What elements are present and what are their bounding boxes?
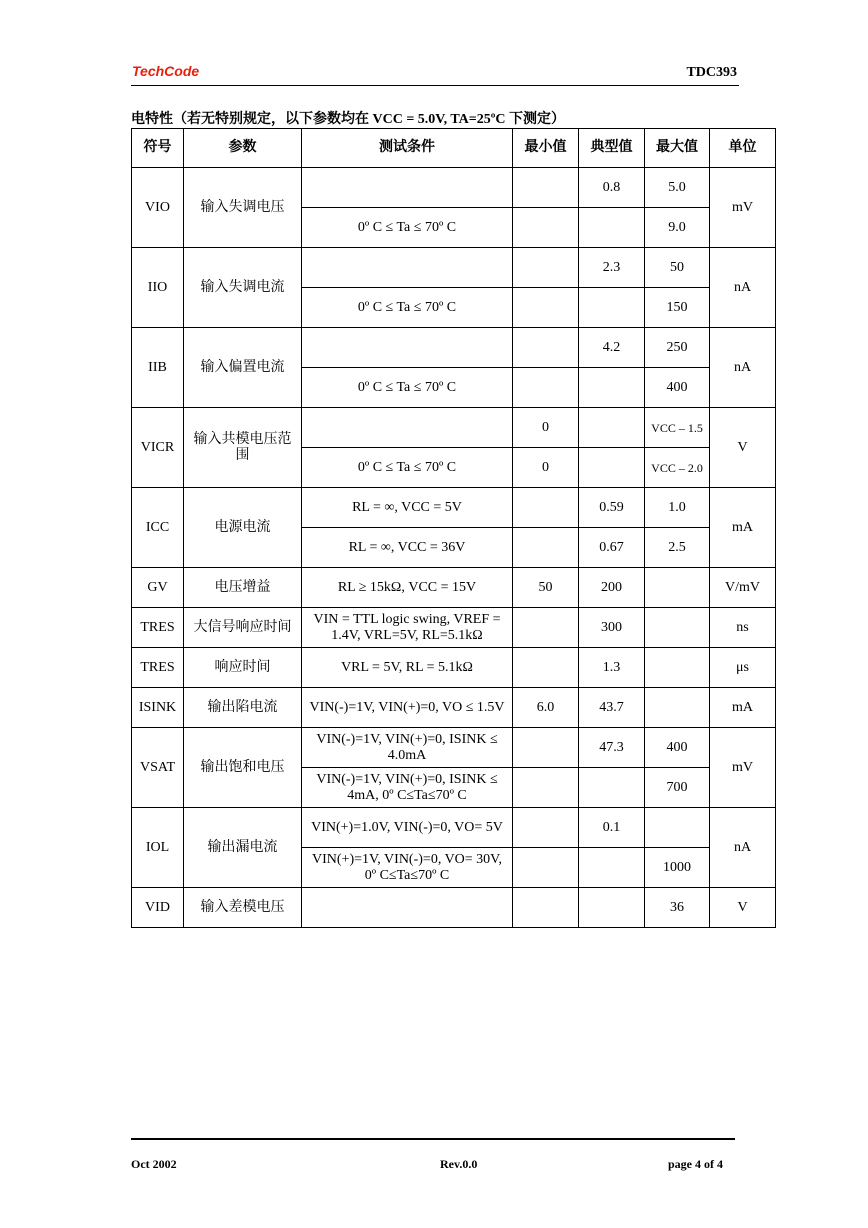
parameter-cell: 输入共模电压范围 — [184, 408, 302, 488]
table-caption: 电特性（若无特别规定，以下参数均在 VCC = 5.0V, TA=25ºC 下测定） — [131, 112, 565, 127]
typ-cell — [579, 768, 645, 808]
condition-cell: VIN(-)=1V, VIN(+)=0, ISINK ≤ 4.0mA — [302, 728, 513, 768]
max-cell — [645, 648, 710, 688]
unit-cell: V/mV — [710, 568, 776, 608]
min-cell — [513, 848, 579, 888]
col-header-min: 最小值 — [513, 129, 579, 168]
symbol-cell: VSAT — [132, 728, 184, 808]
table-row — [132, 688, 776, 728]
typ-cell: 4.2 — [579, 328, 645, 368]
condition-cell: 0º C ≤ Ta ≤ 70º C — [302, 208, 513, 248]
min-cell — [513, 648, 579, 688]
parameter-cell: 输出陷电流 — [184, 688, 302, 728]
condition-cell: VRL = 5V, RL = 5.1kΩ — [302, 648, 513, 688]
table-row — [132, 328, 776, 368]
parameter-cell: 输出饱和电压 — [184, 728, 302, 808]
typ-cell: 300 — [579, 608, 645, 648]
typ-cell — [579, 288, 645, 328]
max-cell: 9.0 — [645, 208, 710, 248]
condition-cell: RL ≥ 15kΩ, VCC = 15V — [302, 568, 513, 608]
typ-cell: 0.8 — [579, 168, 645, 208]
col-header-parameter: 参数 — [184, 129, 302, 168]
col-header-condition: 测试条件 — [302, 129, 513, 168]
min-cell — [513, 328, 579, 368]
table-row — [132, 728, 776, 768]
max-cell: 150 — [645, 288, 710, 328]
col-header-typ: 典型值 — [579, 129, 645, 168]
typ-cell: 1.3 — [579, 648, 645, 688]
max-cell: 50 — [645, 248, 710, 288]
table-row — [132, 568, 776, 608]
min-cell — [513, 168, 579, 208]
condition-cell: VIN(+)=1.0V, VIN(-)=0, VO= 5V — [302, 808, 513, 848]
typ-cell: 47.3 — [579, 728, 645, 768]
symbol-cell: VIO — [132, 168, 184, 248]
condition-cell — [302, 888, 513, 928]
max-cell: 36 — [645, 888, 710, 928]
unit-cell: V — [710, 888, 776, 928]
max-cell — [645, 608, 710, 648]
typ-cell — [579, 848, 645, 888]
typ-cell — [579, 208, 645, 248]
condition-cell: RL = ∞, VCC = 5V — [302, 488, 513, 528]
parameter-cell: 电源电流 — [184, 488, 302, 568]
typ-cell: 0.59 — [579, 488, 645, 528]
unit-cell: ns — [710, 608, 776, 648]
footer-revision: Rev.0.0 — [440, 1157, 478, 1171]
part-number: TDC393 — [686, 65, 737, 80]
min-cell — [513, 528, 579, 568]
unit-cell: mV — [710, 728, 776, 808]
condition-cell: VIN = TTL logic swing, VREF = 1.4V, VRL=5V, RL=5.1kΩ — [302, 608, 513, 648]
table-row — [132, 808, 776, 848]
condition-cell: VIN(-)=1V, VIN(+)=0, VO ≤ 1.5V — [302, 688, 513, 728]
max-cell — [645, 568, 710, 608]
min-cell — [513, 608, 579, 648]
typ-cell — [579, 408, 645, 448]
min-cell — [513, 488, 579, 528]
min-cell — [513, 808, 579, 848]
min-cell — [513, 368, 579, 408]
table-row — [132, 888, 776, 928]
symbol-cell: IIO — [132, 248, 184, 328]
parameter-cell: 输入差模电压 — [184, 888, 302, 928]
max-cell: 1000 — [645, 848, 710, 888]
col-header-symbol: 符号 — [132, 129, 184, 168]
symbol-cell: ISINK — [132, 688, 184, 728]
condition-cell — [302, 248, 513, 288]
unit-cell: μs — [710, 648, 776, 688]
max-cell: VCC – 1.5 — [645, 408, 710, 448]
condition-cell: VIN(+)=1V, VIN(-)=0, VO= 30V, 0º C≤Ta≤70º C — [302, 848, 513, 888]
company-logo: TechCode — [132, 63, 200, 79]
min-cell — [513, 288, 579, 328]
max-cell: 5.0 — [645, 168, 710, 208]
min-cell — [513, 248, 579, 288]
symbol-cell: VID — [132, 888, 184, 928]
condition-cell: VIN(-)=1V, VIN(+)=0, ISINK ≤ 4mA, 0º C≤Ta≤70º C — [302, 768, 513, 808]
max-cell: 250 — [645, 328, 710, 368]
condition-cell: RL = ∞, VCC = 36V — [302, 528, 513, 568]
symbol-cell: VICR — [132, 408, 184, 488]
condition-cell: 0º C ≤ Ta ≤ 70º C — [302, 368, 513, 408]
footer-page-number: page 4 of 4 — [668, 1157, 723, 1171]
condition-cell: 0º C ≤ Ta ≤ 70º C — [302, 288, 513, 328]
symbol-cell: TRES — [132, 608, 184, 648]
unit-cell: nA — [710, 808, 776, 888]
max-cell: 700 — [645, 768, 710, 808]
min-cell: 6.0 — [513, 688, 579, 728]
typ-cell — [579, 448, 645, 488]
unit-cell: mV — [710, 168, 776, 248]
unit-cell: nA — [710, 248, 776, 328]
min-cell — [513, 768, 579, 808]
max-cell: 1.0 — [645, 488, 710, 528]
parameter-cell: 输入偏置电流 — [184, 328, 302, 408]
table-header-row — [132, 129, 776, 168]
typ-cell: 0.67 — [579, 528, 645, 568]
unit-cell: mA — [710, 488, 776, 568]
max-cell — [645, 688, 710, 728]
parameter-cell: 电压增益 — [184, 568, 302, 608]
typ-cell: 200 — [579, 568, 645, 608]
condition-cell: 0º C ≤ Ta ≤ 70º C — [302, 448, 513, 488]
parameter-cell: 大信号响应时间 — [184, 608, 302, 648]
symbol-cell: IOL — [132, 808, 184, 888]
table-row — [132, 248, 776, 288]
min-cell — [513, 208, 579, 248]
electrical-characteristics-table — [131, 128, 776, 928]
max-cell: 400 — [645, 728, 710, 768]
col-header-max: 最大值 — [645, 129, 710, 168]
typ-cell — [579, 888, 645, 928]
parameter-cell: 响应时间 — [184, 648, 302, 688]
col-header-unit: 单位 — [710, 129, 776, 168]
unit-cell: mA — [710, 688, 776, 728]
condition-cell — [302, 328, 513, 368]
symbol-cell: GV — [132, 568, 184, 608]
parameter-cell: 输入失调电压 — [184, 168, 302, 248]
min-cell — [513, 888, 579, 928]
header-divider — [131, 85, 739, 86]
max-cell — [645, 808, 710, 848]
unit-cell: V — [710, 408, 776, 488]
unit-cell: nA — [710, 328, 776, 408]
typ-cell — [579, 368, 645, 408]
footer-date: Oct 2002 — [131, 1157, 177, 1171]
typ-cell: 2.3 — [579, 248, 645, 288]
min-cell — [513, 728, 579, 768]
typ-cell: 43.7 — [579, 688, 645, 728]
parameter-cell: 输入失调电流 — [184, 248, 302, 328]
condition-cell — [302, 168, 513, 208]
min-cell: 50 — [513, 568, 579, 608]
symbol-cell: TRES — [132, 648, 184, 688]
symbol-cell: ICC — [132, 488, 184, 568]
max-cell: VCC – 2.0 — [645, 448, 710, 488]
typ-cell: 0.1 — [579, 808, 645, 848]
table-row — [132, 168, 776, 208]
footer-divider — [131, 1138, 735, 1140]
symbol-cell: IIB — [132, 328, 184, 408]
table-row — [132, 608, 776, 648]
min-cell: 0 — [513, 408, 579, 448]
table-row — [132, 408, 776, 448]
max-cell: 400 — [645, 368, 710, 408]
max-cell: 2.5 — [645, 528, 710, 568]
table-row — [132, 488, 776, 528]
condition-cell — [302, 408, 513, 448]
parameter-cell: 输出漏电流 — [184, 808, 302, 888]
min-cell: 0 — [513, 448, 579, 488]
table-row — [132, 648, 776, 688]
